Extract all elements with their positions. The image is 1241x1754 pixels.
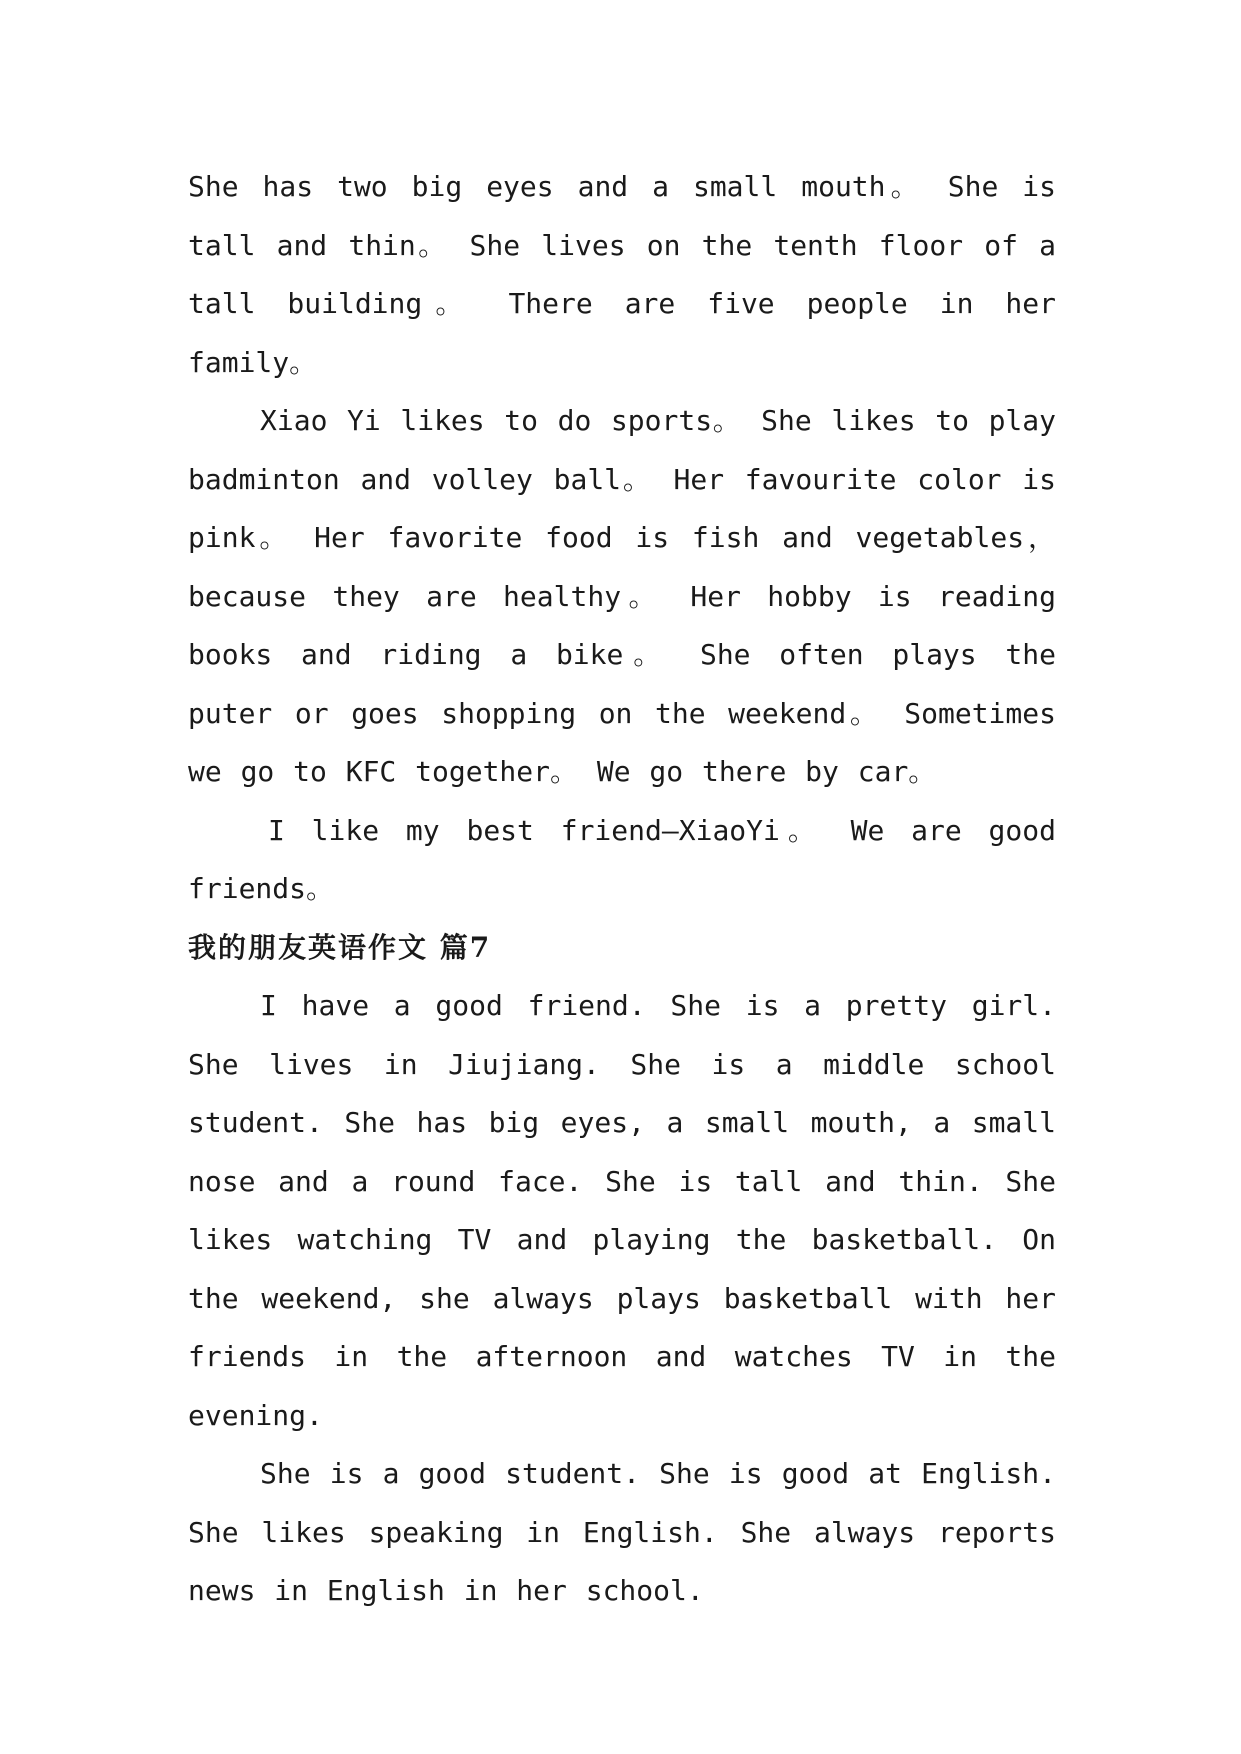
paragraph-good-friend: I have a good friend. She is a pretty girl. She lives in Jiujiang. She is a middle school student. She has big eyes, a small mouth, a small nose and a round face. She is tall and thin. She likes watching TV and playing the basketball. On the weekend, she always plays basketball with her friends in the afternoon and watches TV in the evening. <box>188 989 1056 1432</box>
paragraph-closing: I like my best friend—XiaoYi。 We are good friends。 <box>188 813 1056 905</box>
paragraph-appearance: She has two big eyes and a small mouth。 She is tall and thin。 She lives on the tenth floor of a tall building。 There are five people in her family。 <box>188 170 1056 379</box>
paragraph-hobbies: Xiao Yi likes to do sports。 She likes to play badminton and volley ball。 Her favourite color is pink。 Her favorite food is fish and vegetables，because they are healthy。 Her hobby is reading books and riding a bike。 She often plays the puter or goes shopping on the weekend。 Sometimes we go to KFC together。 We go there by car。 <box>188 404 1056 788</box>
section-heading: 我的朋友英语作文 篇7 <box>188 930 492 964</box>
document-page <box>188 158 1056 1621</box>
paragraph-good-student: She is a good student. She is good at English. She likes speaking in English. She always reports news in English in her school. <box>188 1457 1056 1607</box>
